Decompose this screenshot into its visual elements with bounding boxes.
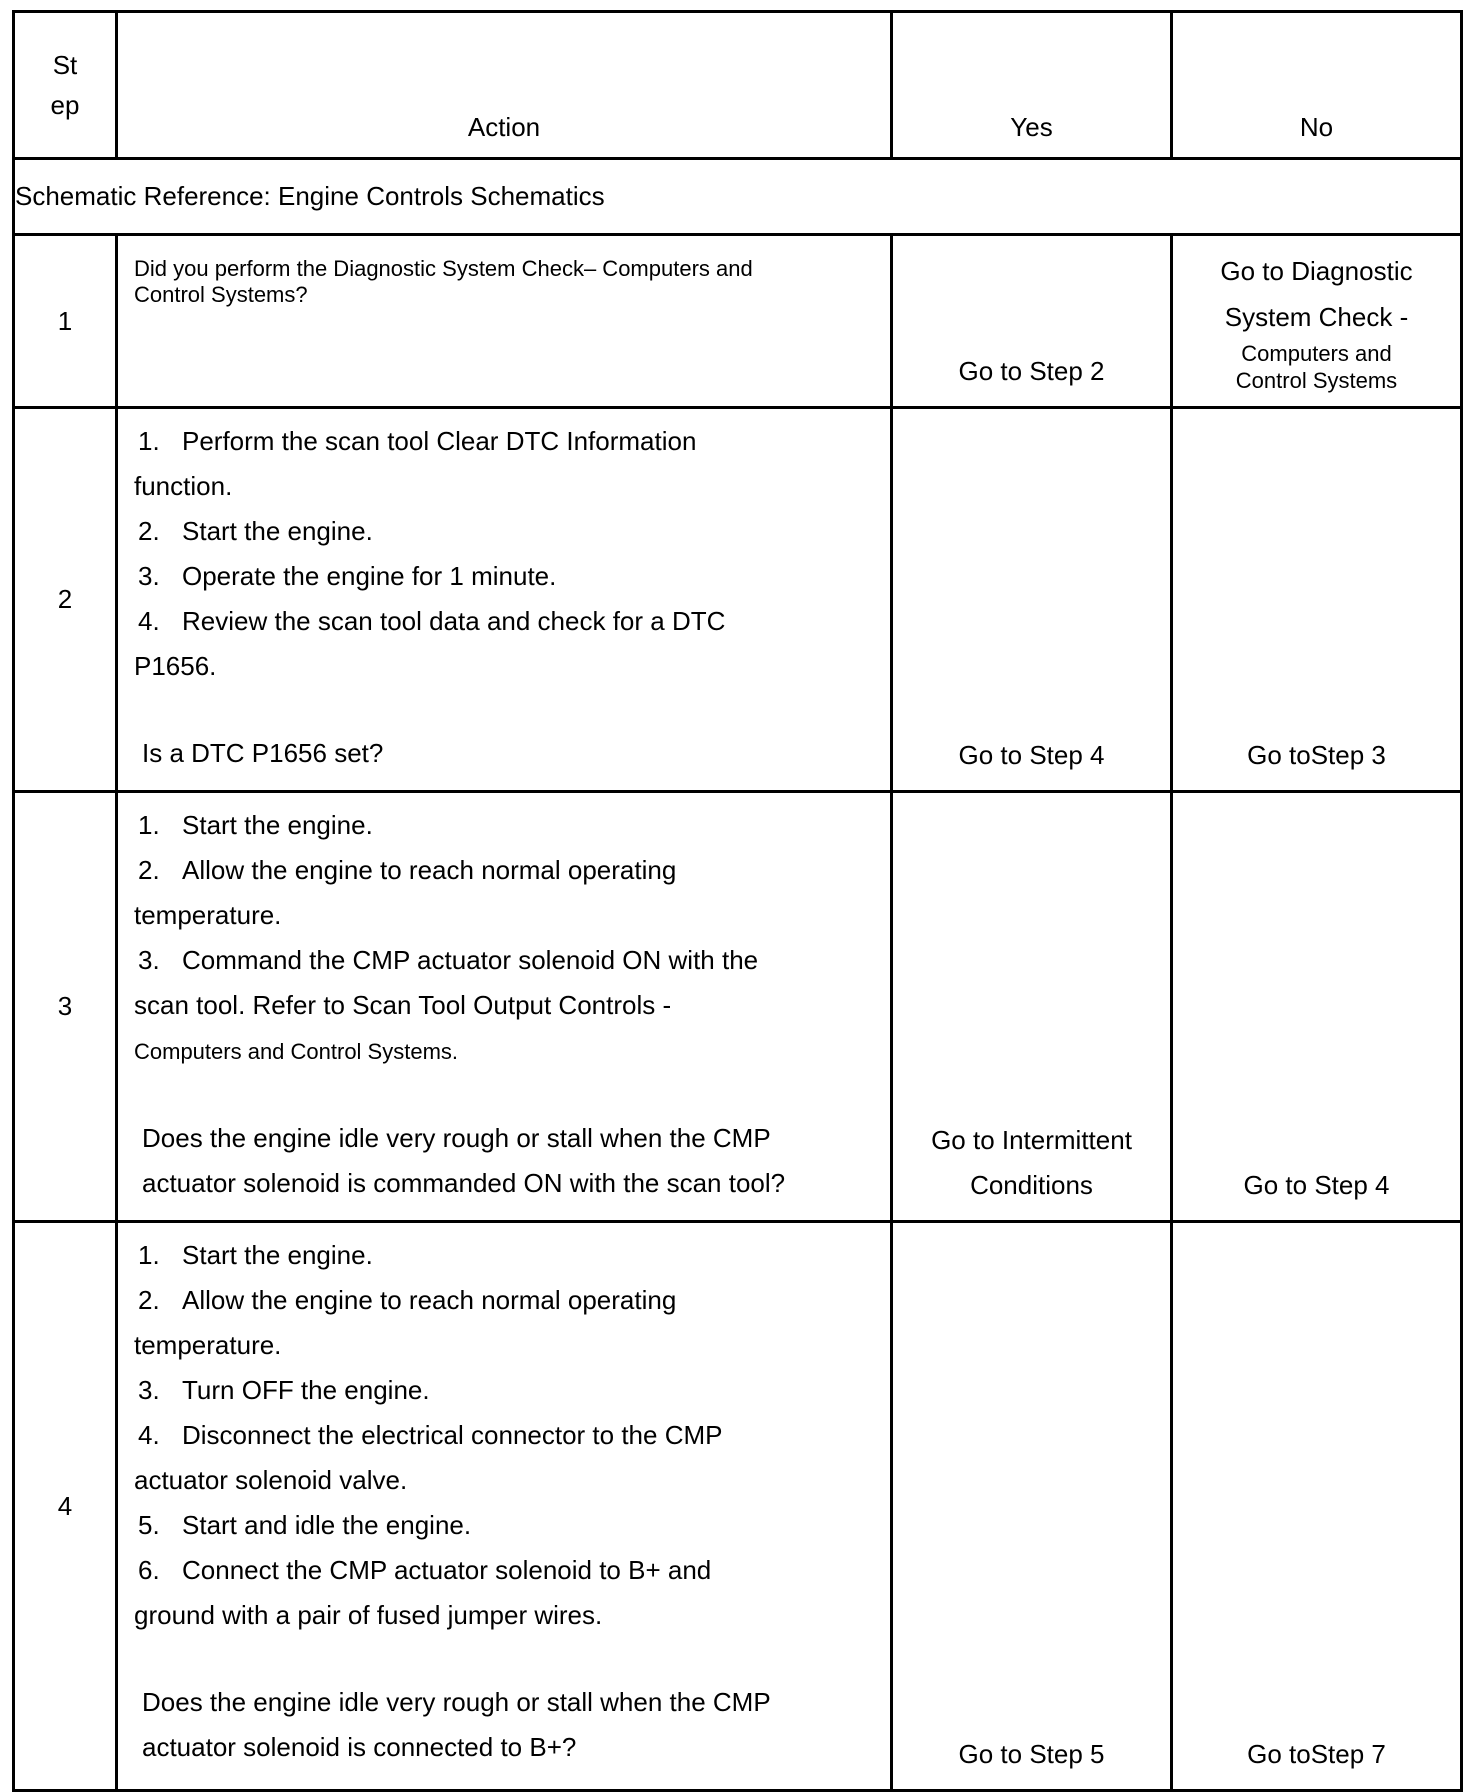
no-line-1: Go to Diagnostic: [1220, 256, 1413, 286]
list-item: 4. Review the scan tool data and check for a DTC P1656.: [134, 606, 726, 681]
header-row: [14, 12, 1462, 159]
list-item: 2. Start the engine.: [138, 516, 373, 546]
question-text: Is a DTC P1656 set?: [142, 738, 384, 768]
action-cell: [117, 235, 892, 408]
header-step: [14, 12, 117, 159]
header-action: Action: [117, 12, 892, 159]
action-cell: [117, 792, 892, 1222]
step-row-1: [14, 235, 1462, 408]
no-line-4: Control Systems: [1235, 368, 1398, 393]
reference-tail: Computers and Control Systems.: [134, 1039, 459, 1064]
no-cell: Go to Step 4: [1172, 792, 1462, 1222]
header-step-line1: St: [52, 50, 78, 80]
header-step-line2: ep: [50, 90, 80, 120]
no-cell: Go toStep 3: [1172, 408, 1462, 792]
yes-cell: [892, 792, 1172, 1222]
list-item: 1. Start the engine.: [138, 810, 373, 840]
list-item: 3. Operate the engine for 1 minute.: [138, 561, 557, 591]
list-item: 3. Turn OFF the engine.: [138, 1375, 430, 1405]
list-item: 2. Allow the engine to reach normal operating temperature.: [134, 1285, 677, 1360]
list-item: 4. Disconnect the electrical connector to the CMP actuator solenoid valve.: [134, 1420, 723, 1495]
yes-cell: Go to Step 2: [892, 235, 1172, 408]
no-cell: [1172, 235, 1462, 408]
yes-cell: Go to Step 4: [892, 408, 1172, 792]
step-number: 3: [14, 792, 117, 1222]
action-cell: [117, 1222, 892, 1791]
question-text: Does the engine idle very rough or stall when the CMP actuator solenoid is commanded ON with the scan tool?: [142, 1123, 786, 1198]
step-row-3: [14, 792, 1462, 1222]
step-number: 2: [14, 408, 117, 792]
yes-line-2: Conditions: [970, 1170, 1093, 1200]
header-no: No: [1172, 12, 1462, 159]
no-line-3: Computers and: [1241, 341, 1392, 366]
list-item: 6. Connect the CMP actuator solenoid to B+ and ground with a pair of fused jumper wires.: [134, 1555, 712, 1630]
step-row-4: [14, 1222, 1462, 1791]
list-item: 1. Start the engine.: [138, 1240, 373, 1270]
yes-cell: Go to Step 5: [892, 1222, 1172, 1791]
question-text: Did you perform the Diagnostic System Check– Computers and Control Systems?: [134, 256, 753, 307]
step-number: 4: [14, 1222, 117, 1791]
step-number: 1: [14, 235, 117, 408]
instruction-list: [134, 803, 874, 1074]
question-text: Does the engine idle very rough or stall when the CMP actuator solenoid is connected to B+?: [142, 1687, 771, 1762]
list-item: 2. Allow the engine to reach normal operating temperature.: [134, 855, 677, 930]
diagnostic-table: [12, 10, 1463, 1792]
instruction-list: [134, 1233, 874, 1638]
step-row-2: [14, 408, 1462, 792]
schematic-reference: Schematic Reference: Engine Controls Schematics: [14, 159, 1462, 235]
action-cell: [117, 408, 892, 792]
no-cell: Go toStep 7: [1172, 1222, 1462, 1791]
header-yes: Yes: [892, 12, 1172, 159]
list-item: 5. Start and idle the engine.: [138, 1510, 472, 1540]
list-item: 3. Command the CMP actuator solenoid ON with the scan tool. Refer to Scan Tool Output Controls - Computers and Control Systems.: [134, 945, 759, 1064]
list-item: 1. Perform the scan tool Clear DTC Information function.: [134, 426, 697, 501]
yes-line-1: Go to Intermittent: [931, 1125, 1132, 1155]
no-line-2: System Check -: [1224, 302, 1409, 332]
schematic-reference-row: [14, 159, 1462, 235]
instruction-list: [134, 419, 874, 689]
